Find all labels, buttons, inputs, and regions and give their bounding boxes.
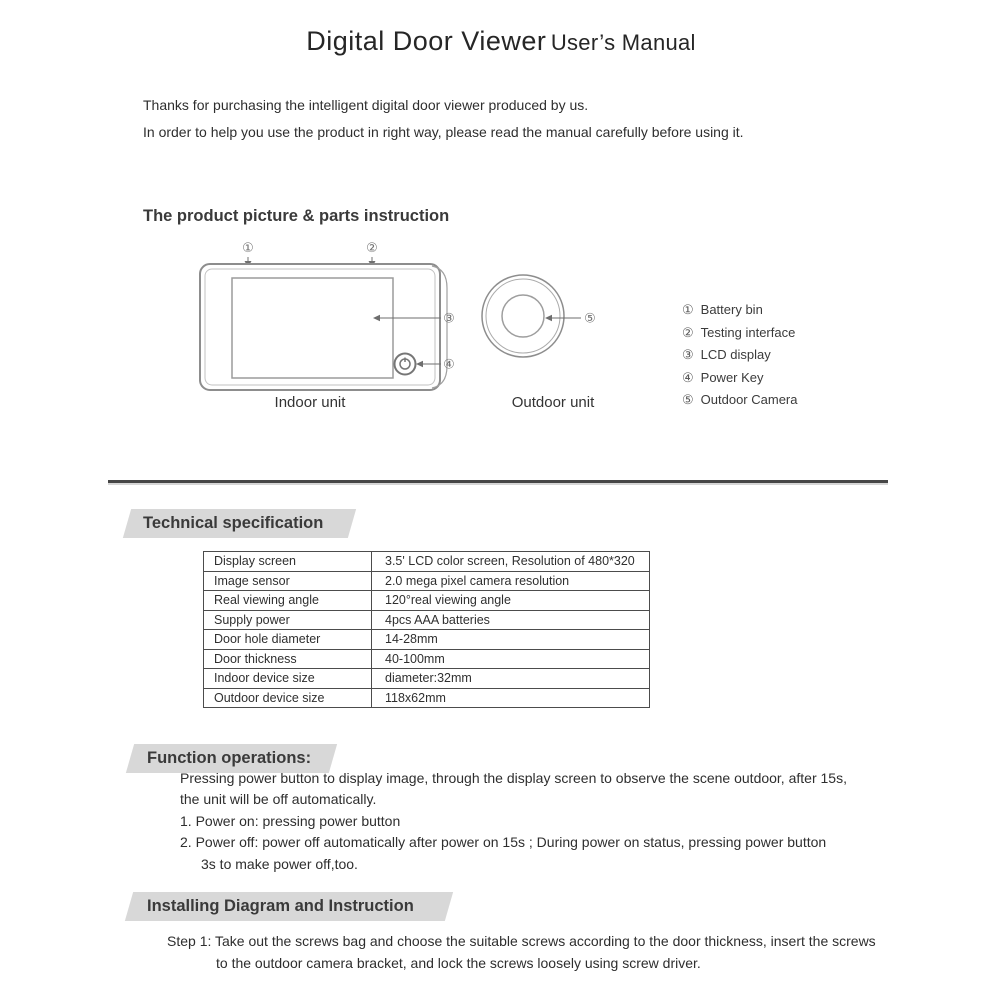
legend-num-5: ⑤	[682, 392, 694, 408]
legend-num-2: ②	[682, 324, 694, 340]
legend-item-power-key	[682, 367, 797, 390]
callout-1-marker: ①	[242, 241, 254, 256]
legend-num-1: ①	[682, 302, 694, 317]
title-sub: User’s Manual	[550, 30, 696, 55]
spec-value: 3.5' LCD color screen, Resolution of 480*320	[372, 552, 650, 572]
table-row	[204, 669, 650, 689]
function-intro-line-2: the unit will be off automatically.	[180, 791, 377, 808]
spec-name: Display screen	[204, 552, 372, 572]
spec-name: Image sensor	[204, 571, 372, 591]
install-step-text	[167, 930, 927, 974]
install-step-1-line-2: to the outdoor camera bracket, and lock the screws loosely using screw driver.	[216, 955, 701, 971]
intro-line-1: Thanks for purchasing the intelligent digital door viewer produced by us.	[143, 97, 589, 113]
spec-name: Real viewing angle	[204, 591, 372, 611]
legend-num-4: ④	[682, 369, 694, 385]
table-row	[204, 688, 650, 708]
spec-name: Door hole diameter	[204, 630, 372, 650]
heading-text: Technical specification	[143, 514, 324, 532]
intro-line-2: In order to help you use the product in right way, please read the manual carefully before using it.	[143, 124, 744, 140]
legend-label-5: Outdoor Camera	[700, 392, 798, 408]
table-row	[204, 610, 650, 630]
function-step-2-continued: 3s to make power off,too.	[201, 855, 358, 872]
table-row	[204, 571, 650, 591]
installing-diagram-heading	[129, 892, 449, 921]
intro-paragraph	[143, 92, 923, 146]
title-main: Digital Door Viewer	[306, 26, 547, 56]
function-step-1: 1. Power on: pressing power button	[180, 812, 401, 829]
spec-value: 40-100mm	[372, 649, 650, 669]
lcd-screen	[232, 278, 393, 378]
outdoor-unit-label: Outdoor unit	[511, 394, 595, 411]
spec-value: 120°real viewing angle	[372, 591, 650, 611]
heading-text: Installing Diagram and Instruction	[147, 897, 414, 915]
callout-5-marker: ⑤	[584, 311, 596, 327]
spec-table	[203, 551, 650, 708]
parts-legend	[682, 299, 797, 412]
function-intro-line-1: Pressing power button to display image, through the display screen to observe the scene outdoor, after 15s,	[180, 770, 847, 786]
table-row	[204, 552, 650, 572]
spec-value: 14-28mm	[372, 630, 650, 650]
heading-text: Function operations:	[147, 749, 312, 767]
technical-specification-heading	[127, 509, 352, 538]
parts-section-heading: The product picture & parts instruction	[143, 207, 450, 225]
page-title	[0, 26, 1002, 57]
legend-label-2: Testing interface	[700, 324, 796, 340]
callout-2-marker: ②	[366, 241, 378, 256]
spec-name: Supply power	[204, 610, 372, 630]
legend-label-3: LCD display	[700, 347, 771, 363]
spec-name: Outdoor device size	[204, 688, 372, 708]
spec-value: 118x62mm	[372, 688, 650, 708]
table-row	[204, 591, 650, 611]
table-row	[204, 649, 650, 669]
spec-value: 4pcs AAA batteries	[372, 610, 650, 630]
legend-item-outdoor-camera	[682, 389, 797, 412]
spec-name: Door thickness	[204, 649, 372, 669]
power-button	[395, 354, 416, 375]
spec-value: diameter:32mm	[372, 669, 650, 689]
indoor-unit-label: Indoor unit	[274, 394, 346, 411]
function-step-2: 2. Power off: power off automatically after power on 15s ; During power on status, pressing power button	[180, 834, 827, 851]
legend-item-battery-bin	[682, 299, 797, 322]
function-operations-text	[180, 768, 950, 875]
spec-name: Indoor device size	[204, 669, 372, 689]
legend-item-lcd-display	[682, 344, 797, 367]
legend-num-3: ③	[682, 347, 694, 363]
table-row	[204, 630, 650, 650]
legend-item-testing-interface	[682, 322, 797, 345]
legend-label-4: Power Key	[700, 369, 764, 385]
section-divider	[108, 480, 888, 483]
install-step-1-line-1: Step 1: Take out the screws bag and choose the suitable screws according to the door thickness, insert the screws	[167, 933, 876, 949]
callout-4-marker: ④	[443, 357, 455, 373]
legend-label-1: Battery bin	[700, 302, 763, 317]
spec-value: 2.0 mega pixel camera resolution	[372, 571, 650, 591]
callout-3-marker: ③	[443, 311, 455, 327]
